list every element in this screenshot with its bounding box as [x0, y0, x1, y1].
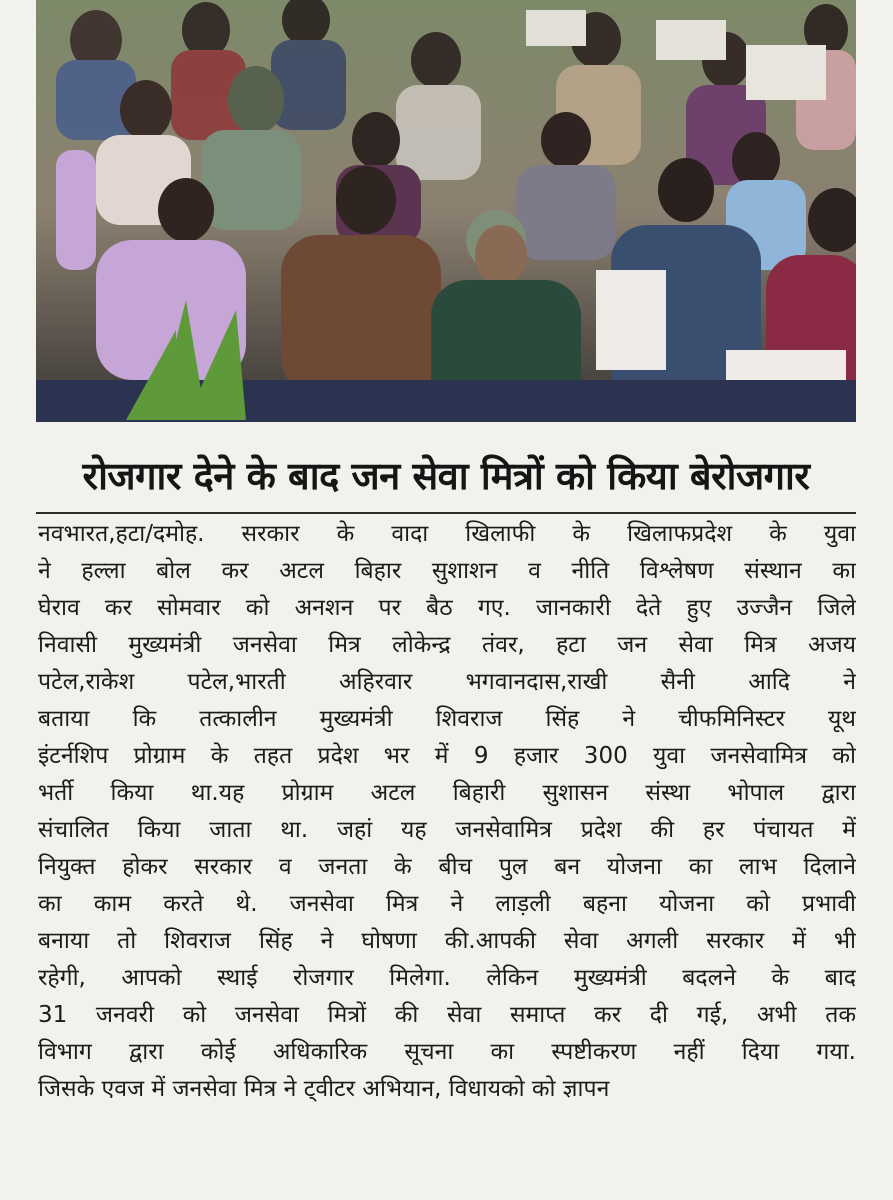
article-line: बताया कि तत्कालीन मुख्यमंत्री शिवराज सिंह ने चीफमिनिस्टर यूथ — [38, 706, 856, 732]
article-line: का काम करते थे. जनसेवा मित्र ने लाड़ली बहना योजना को प्रभावी — [38, 891, 856, 917]
article-line: रहेगी, आपको स्थाई रोजगार मिलेगा. लेकिन मुख्यमंत्री बदलने के बाद — [38, 965, 856, 991]
article-line: संचालित किया जाता था. जहां यह जनसेवामित्र प्रदेश की हर पंचायत में — [38, 817, 856, 843]
article-line: इंटर्नशिप प्रोग्राम के तहत प्रदेश भर में 9 हजार 300 युवा जनसेवामित्र को — [38, 743, 856, 769]
article-line: पटेल,राकेश पटेल,भारती अहिरवार भगवानदास,राखी सैनी आदि ने — [38, 669, 856, 695]
protest-photo — [36, 0, 856, 422]
headline: रोजगार देने के बाद जन सेवा मित्रों को किया बेरोजगार — [82, 454, 810, 498]
article-line: भर्ती किया था.यह प्रोग्राम अटल बिहारी सुशासन संस्था भोपाल द्वारा — [38, 780, 856, 806]
article-line: ने हल्ला बोल कर अटल बिहार सुशाशन व नीति विश्लेषण संस्थान का — [38, 558, 856, 584]
protest-photo-icon — [36, 0, 856, 422]
article-line: बनाया तो शिवराज सिंह ने घोषणा की.आपकी सेवा अगली सरकार में भी — [38, 928, 856, 954]
article-line: जिसके एवज में जनसेवा मित्र ने ट्वीटर अभियान, विधायको को ज्ञापन — [38, 1076, 610, 1102]
headline-divider — [36, 512, 856, 514]
article-body — [38, 516, 856, 1108]
article-line: घेराव कर सोमवार को अनशन पर बैठ गए. जानकारी देते हुए उज्जैन जिले — [38, 595, 856, 621]
article-line: नियुक्त होकर सरकार व जनता के बीच पुल बन योजना का लाभ दिलाने — [38, 854, 856, 880]
article-line: विभाग द्वारा कोई अधिकारिक सूचना का स्पष्टीकरण नहीं दिया गया. — [38, 1039, 856, 1065]
article-line: निवासी मुख्यमंत्री जनसेवा मित्र लोकेन्द्र तंवर, हटा जन सेवा मित्र अजय — [38, 632, 856, 658]
article-line: 31 जनवरी को जनसेवा मित्रों की सेवा समाप्त कर दी गई, अभी तक — [38, 1002, 856, 1028]
article-line: नवभारत,हटा/दमोह. सरकार के वादा खिलाफी के खिलाफप्रदेश के युवा — [38, 521, 856, 547]
